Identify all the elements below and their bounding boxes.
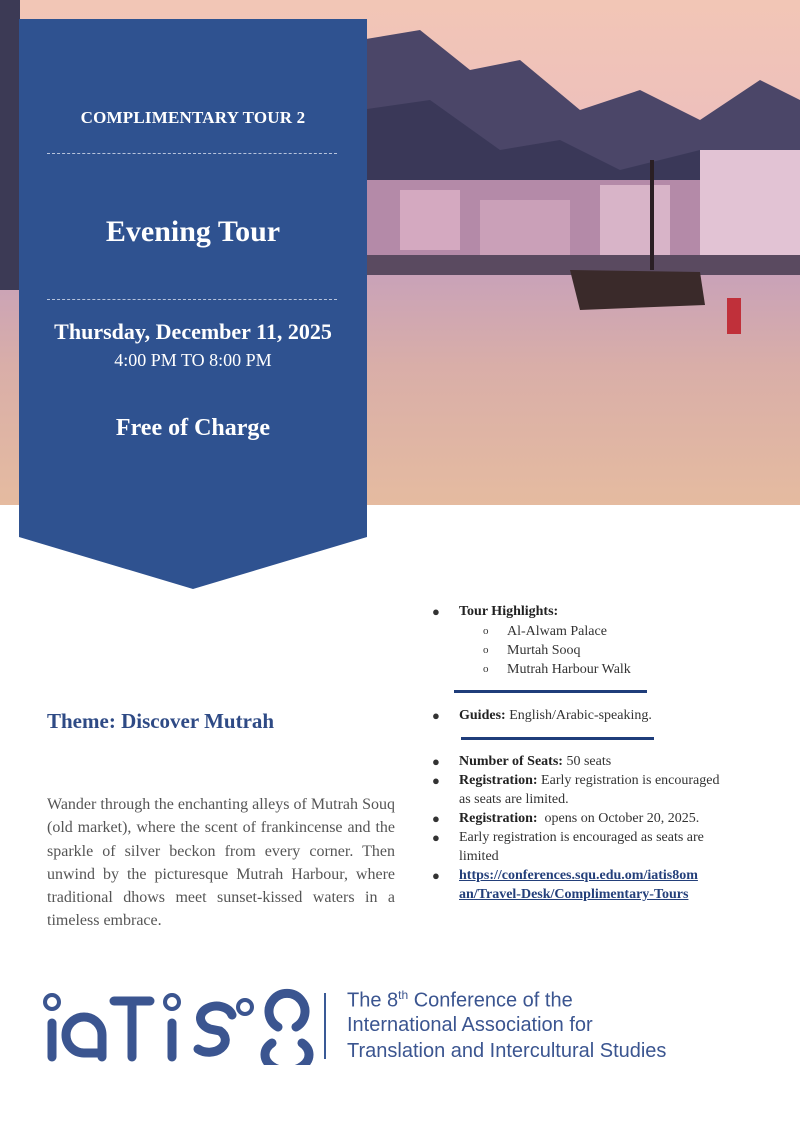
highlight-item: Murtah Sooq: [507, 643, 581, 658]
tour-description: Wander through the enchanting alleys of Mutrah Souq (old market), where the scent of frankincense and the sparkle of silver beckon from every corner. Then unwind by the picturesque Mutrah Harbour, where traditional dhows meet sunset-kissed waters in a timeless embrace.: [47, 796, 395, 930]
tour-date: Thursday, December 11, 2025: [54, 319, 332, 344]
early-registration-text-cont: limited: [459, 849, 499, 864]
section-divider: [454, 690, 647, 693]
banner-divider: [47, 299, 337, 300]
seats-value: 50 seats: [566, 754, 612, 769]
section-divider: [461, 737, 654, 740]
tours-link[interactable]: [459, 868, 698, 902]
tours-link-line1[interactable]: https://conferences.squ.edu.om/iatis8om: [459, 868, 698, 883]
tour-time: 4:00 PM TO 8:00 PM: [114, 350, 272, 370]
registration-opens-value: opens on October 20, 2025.: [544, 811, 700, 826]
circle-bullet-icon: o: [483, 663, 489, 675]
tour-label: COMPLIMENTARY TOUR 2: [80, 108, 306, 127]
conference-name-line1: The 8th Conference of the: [347, 988, 573, 1012]
iatis8-logo: [40, 985, 320, 1065]
highlight-item: Mutrah Harbour Walk: [507, 662, 631, 677]
conference-name-line2: International Association for: [347, 1014, 593, 1036]
highlights-label: Tour Highlights:: [459, 604, 559, 619]
tours-link-line2[interactable]: an/Travel-Desk/Complimentary-Tours: [459, 887, 689, 902]
guides-value: English/Arabic-speaking.: [509, 708, 652, 723]
bullet-icon: ●: [432, 604, 440, 619]
bullet-icon: ●: [432, 708, 440, 723]
bullet-icon: ●: [432, 868, 440, 883]
bullet-icon: ●: [432, 830, 440, 845]
tour-price: Free of Charge: [115, 415, 271, 441]
circle-bullet-icon: o: [483, 644, 489, 656]
registration-opens-label: Registration:: [459, 811, 538, 826]
banner-divider: [47, 153, 337, 154]
guides-label: Guides:: [459, 708, 506, 723]
bullet-icon: ●: [432, 754, 440, 769]
registration-text: Early registration is encouraged: [541, 773, 720, 788]
bullet-icon: ●: [432, 811, 440, 826]
registration-text-cont: as seats are limited.: [459, 792, 569, 807]
highlight-item: Al-Alwam Palace: [507, 624, 607, 639]
seats-label: Number of Seats:: [459, 754, 563, 769]
registration-label: Registration:: [459, 773, 538, 788]
conference-name-line3: Translation and Intercultural Studies: [347, 1040, 667, 1062]
bullet-icon: ●: [432, 773, 440, 788]
circle-bullet-icon: o: [483, 625, 489, 637]
event-banner: [19, 19, 367, 589]
tour-title: Evening Tour: [105, 215, 281, 248]
theme-heading: Theme: Discover Mutrah: [47, 709, 275, 733]
early-registration-text: Early registration is encouraged as seats are: [459, 830, 704, 845]
logo-divider: [324, 993, 326, 1059]
